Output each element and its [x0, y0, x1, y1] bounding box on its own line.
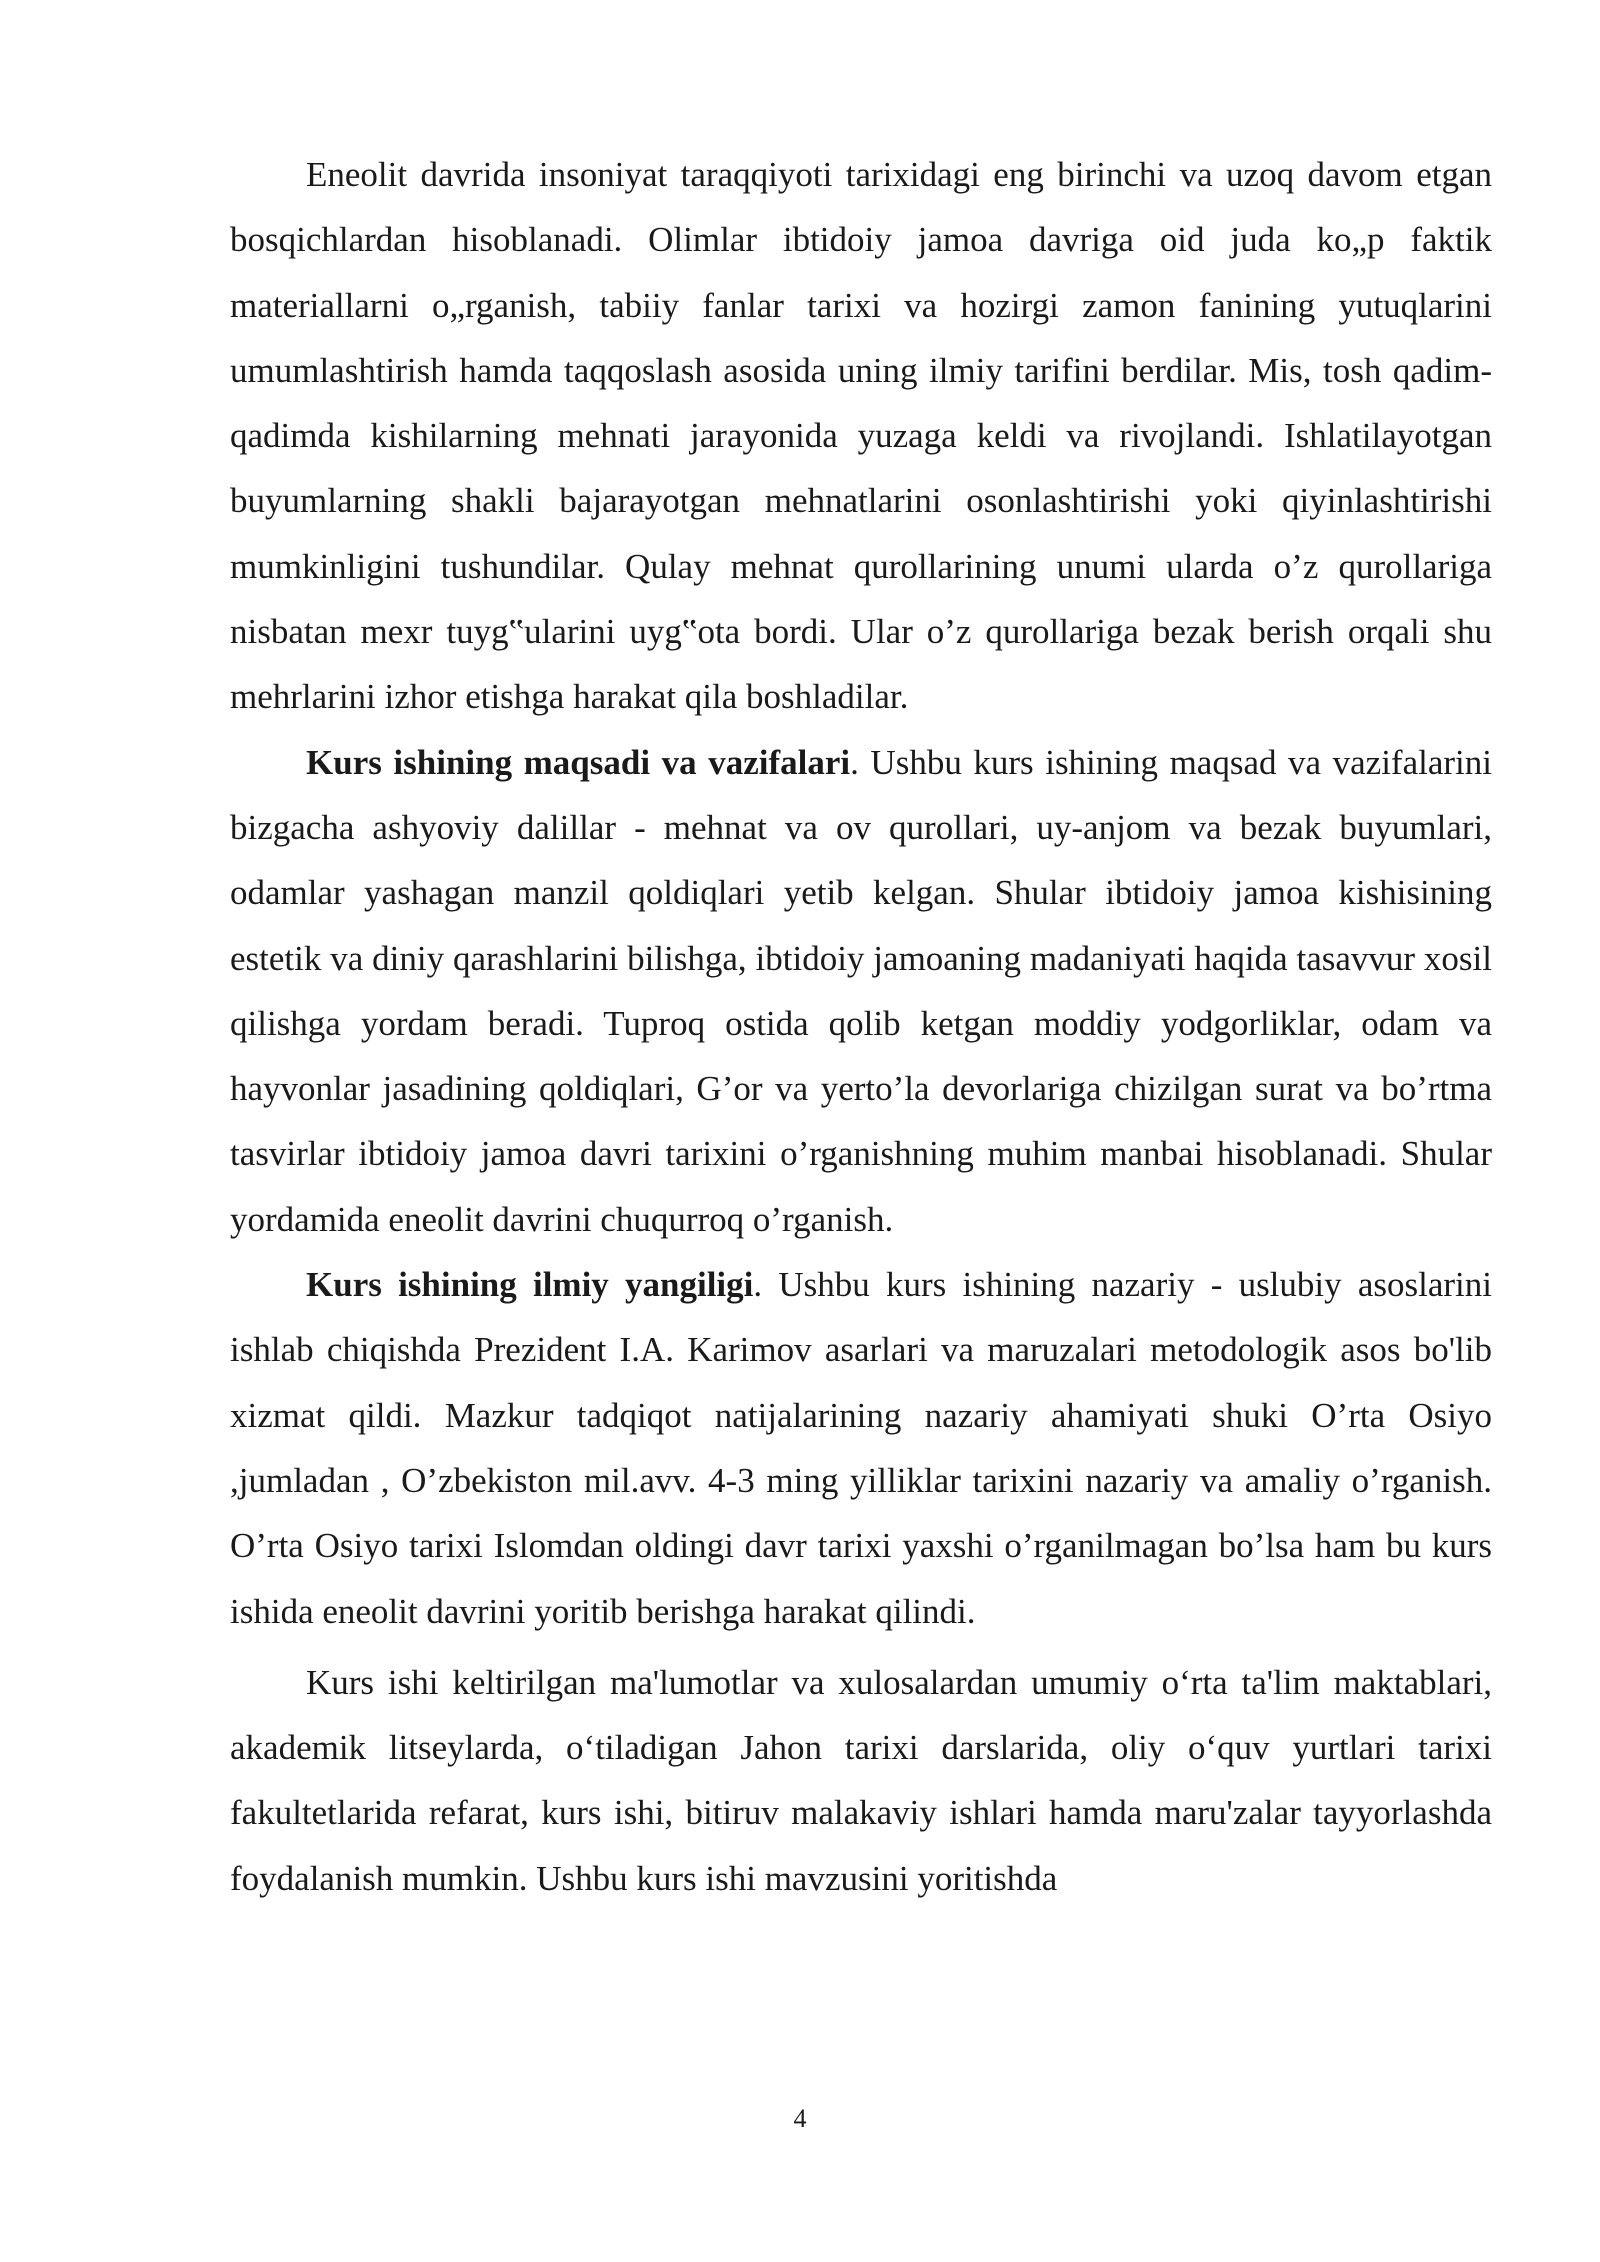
page-number: 4: [793, 2104, 807, 2133]
heading-novelty: Kurs ishining ilmiy yangiligi: [306, 1265, 754, 1305]
paragraph-goals-text: . Ushbu kurs ishining maqsad va vazifalarini bizgacha ashyoviy dalillar - mehnat va ov qurollari, uy-anjom va bezak buyumlari, odamlar yashagan manzil qoldiqlari yetib kelgan. Shular ibtidoiy jamoa kishisining estetik va diniy qarashlarini bilishga, ibtidoiy jamoaning madaniyati haqida tasavvur xosil qilishga yordam beradi. Tuproq ostida qolib ketgan moddiy yodgorliklar, odam va hayvonlar jasadining qoldiqlari, G’or va yerto’la devorlariga chizilgan surat va bo’rtma tasvirlar ibtidoiy jamoa davri tarixini o’rganishning muhim manbai hisoblanadi. Shular yordamida eneolit davrini chuqurroq o’rganish.: [230, 742, 1492, 1239]
paragraph-usage-text: Kurs ishi keltirilgan ma'lumotlar va xulosalardan umumiy o‘rta ta'lim maktablari, akademik litseylarda, o‘tiladigan Jahon tarixi darslarida, oliy o‘quv yurtlari tarixi fakultetlarida refarat, kurs ishi, bitiruv malakaviy ishlari hamda maru'zalar tayyorlashda foydalanish mumkin. Ushbu kurs ishi mavzusini yoritishda: [230, 1662, 1492, 1898]
paragraph-intro: [230, 142, 1492, 730]
paragraph-usage: [230, 1650, 1492, 1911]
paragraph-goals: [230, 730, 1492, 1252]
paragraph-novelty-text: . Ushbu kurs ishining nazariy - uslubiy asoslarini ishlab chiqishda Prezident I.A. Karimov asarlari va maruzalari metodologik asos bo'lib xizmat qildi. Mazkur tadqiqot natijalarining nazariy ahamiyati shuki O’rta Osiyo ,jumladan , O’zbekiston mil.avv. 4-3 ming yilliklar tarixini nazariy va amaliy o’rganish. O’rta Osiyo tarixi Islomdan oldingi davr tarixi yaxshi o’rganilmagan bo’lsa ham bu kurs ishida eneolit davrini yoritib berishga harakat qilindi.: [230, 1265, 1492, 1631]
paragraph-novelty: [230, 1252, 1492, 1644]
heading-goals: Kurs ishining maqsadi va vazifalari: [306, 742, 851, 782]
document-body: [230, 142, 1492, 1911]
paragraph-intro-text: Eneolit davrida insoniyat taraqqiyoti tarixidagi eng birinchi va uzoq davom etgan bosqichlardan hisoblanadi. Olimlar ibtidoiy jamoa davriga oid juda ko„p faktik materiallarni o„rganish, tabiiy fanlar tarixi va hozirgi zamon fanining yutuqlarini umumlashtirish hamda taqqoslash asosida uning ilmiy tarifini berdilar. Mis, tosh qadim-qadimda kishilarning mehnati jarayonida yuzaga keldi va rivojlandi. Ishlatilayotgan buyumlarning shakli bajarayotgan mehnatlarini osonlashtirishi yoki qiyinlashtirishi mumkinligini tushundilar. Qulay mehnat qurollarining unumi ularda o’z qurollariga nisbatan mexr tuyg‟ularini uyg‟ota bordi. Ular o’z qurollariga bezak berish orqali shu mehrlarini izhor etishga harakat qila boshladilar.: [230, 155, 1492, 717]
